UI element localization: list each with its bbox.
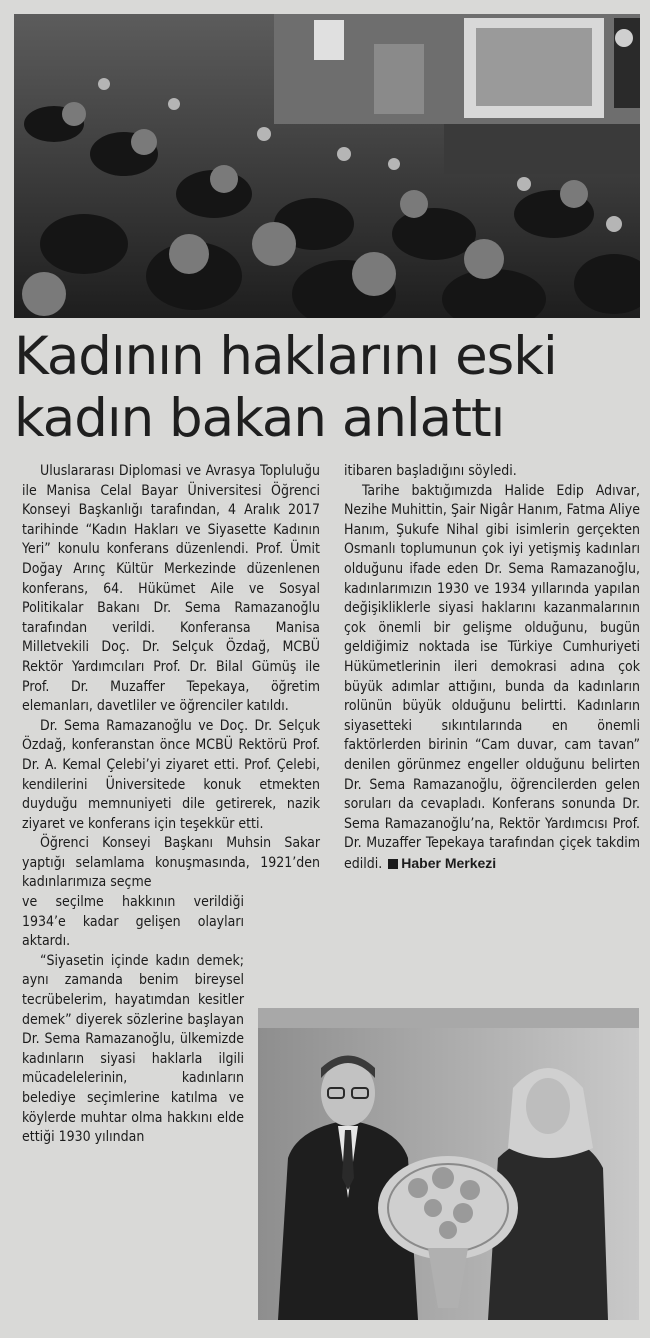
paragraph-voting-rights: ve seçilme hakkının verildiği 1934’e kadar gelişen olayları aktardı.: [22, 894, 244, 950]
paragraph-student-council: Öğrenci Konseyi Başkanı Muhsin Sakar yaptığı selamlama konuşmasında, 1921’den kadınlarımıza seçme: [22, 835, 320, 891]
conference-hall-illustration: [14, 14, 640, 318]
conference-hall-photo: [14, 14, 640, 318]
credit-label: Haber Merkezi: [401, 854, 497, 871]
paragraph-history: [344, 482, 640, 875]
article-credit: [382, 855, 496, 871]
headline-line-2: kadın bakan anlattı: [14, 388, 505, 449]
paragraph-intro: Uluslararası Diplomasi ve Avrasya Topluluğu ile Manisa Celal Bayar Üniversitesi Öğrenci Konseyi Başkanlığı tarafından, 4 Aralık 2017 tarihinde “Kadın Hakları ve Siyasette Kadının Yeri” konulu konferans düzenlendi. Prof. Ümit Doğay Arınç Kültür Merkezinde düzenlenen konferans, 64. Hükümet Aile ve Sosyal Politikalar Bakanı Dr. Sema Ramazanoğlu tarafından verildi. Konferansa Manisa Milletvekili Doç. Dr. Selçuk Özdağ, MCBÜ Rektör Yardımcıları Prof. Dr. Bilal Gümüş ile Prof. Dr. Muzaffer Tepekaya, öğretim elemanları, davetliler ve öğrenciler katıldı.: [22, 463, 320, 715]
paragraph-quote: “Siyasetin içinde kadın demek; aynı zamanda benim bireysel tecrübelerim, hayatımdan kesitler demek” diyerek sözlerine başlayan Dr. Sema Ramazanoğlu, ülkemizde kadınların siyasi haklarla ilgili mücadelelerinin, kadınların belediye seçimlerine katılma ve köylerde muhtar olma hakkını elde ettiği 1930 yılından: [22, 952, 244, 1146]
article-headline: [14, 326, 640, 450]
paragraph-history-text: Tarihe baktığımızda Halide Edip Adıvar, Nezihe Muhittin, Şair Nigâr Hanım, Fatma Aliye Hanım, Şukufe Nihal gibi isimlerin gerçekten Osmanlı toplumunun çok iyi yetişmiş kadınları olduğunu ifade eden Dr. Sema Ramazanoğlu, kadınlarımızın 1930 ve 1934 yıllarında yapılan değişikliklerle siyasi haklarını kazanmalarının çok önemli bir gelişme olduğunu, bugün geldiğimiz noktada ise Türkiye Cumhuriyeti Hükümetlerinin ileri demokrasi adına çok büyük adımlar attığını, bunda da kadınların rolünün büyük olduğunu belirtti. Kadınların siyasetteki sıkıntılarında en önemli faktörlerden birinin “Cam duvar, cam tavan” denilen görünmez engeller olduğunu belirten Dr. Sema Ramazanoğlu, öğrencilerden gelen soruları da cevapladı. Konferans sonunda Dr. Sema Ramazanoğlu’na, Rektör Yardımcısı Prof. Dr. Muzaffer Tepekaya tarafından çiçek takdim edildi.: [344, 482, 640, 872]
headline-line-1: Kadının haklarını eski: [14, 326, 557, 387]
flower-presentation-illustration: [258, 1008, 639, 1320]
credit-square-icon: [388, 859, 398, 869]
article-column-left-narrow: [22, 893, 244, 1148]
article-column-right: [344, 462, 640, 874]
flower-presentation-photo: [258, 1008, 639, 1320]
paragraph-rector-visit: Dr. Sema Ramazanoğlu ve Doç. Dr. Selçuk Özdağ, konferanstan önce MCBÜ Rektörü Prof. Dr. A. Kemal Çelebi’yi ziyaret etti. Prof. Çelebi, kendilerini Üniversitede konuk etmekten duyduğu memnuniyeti dile getirerek, nazik ziyaret ve konferans için teşekkür etti.: [22, 717, 320, 832]
paragraph-continuation: itibaren başladığını söyledi.: [344, 463, 517, 479]
